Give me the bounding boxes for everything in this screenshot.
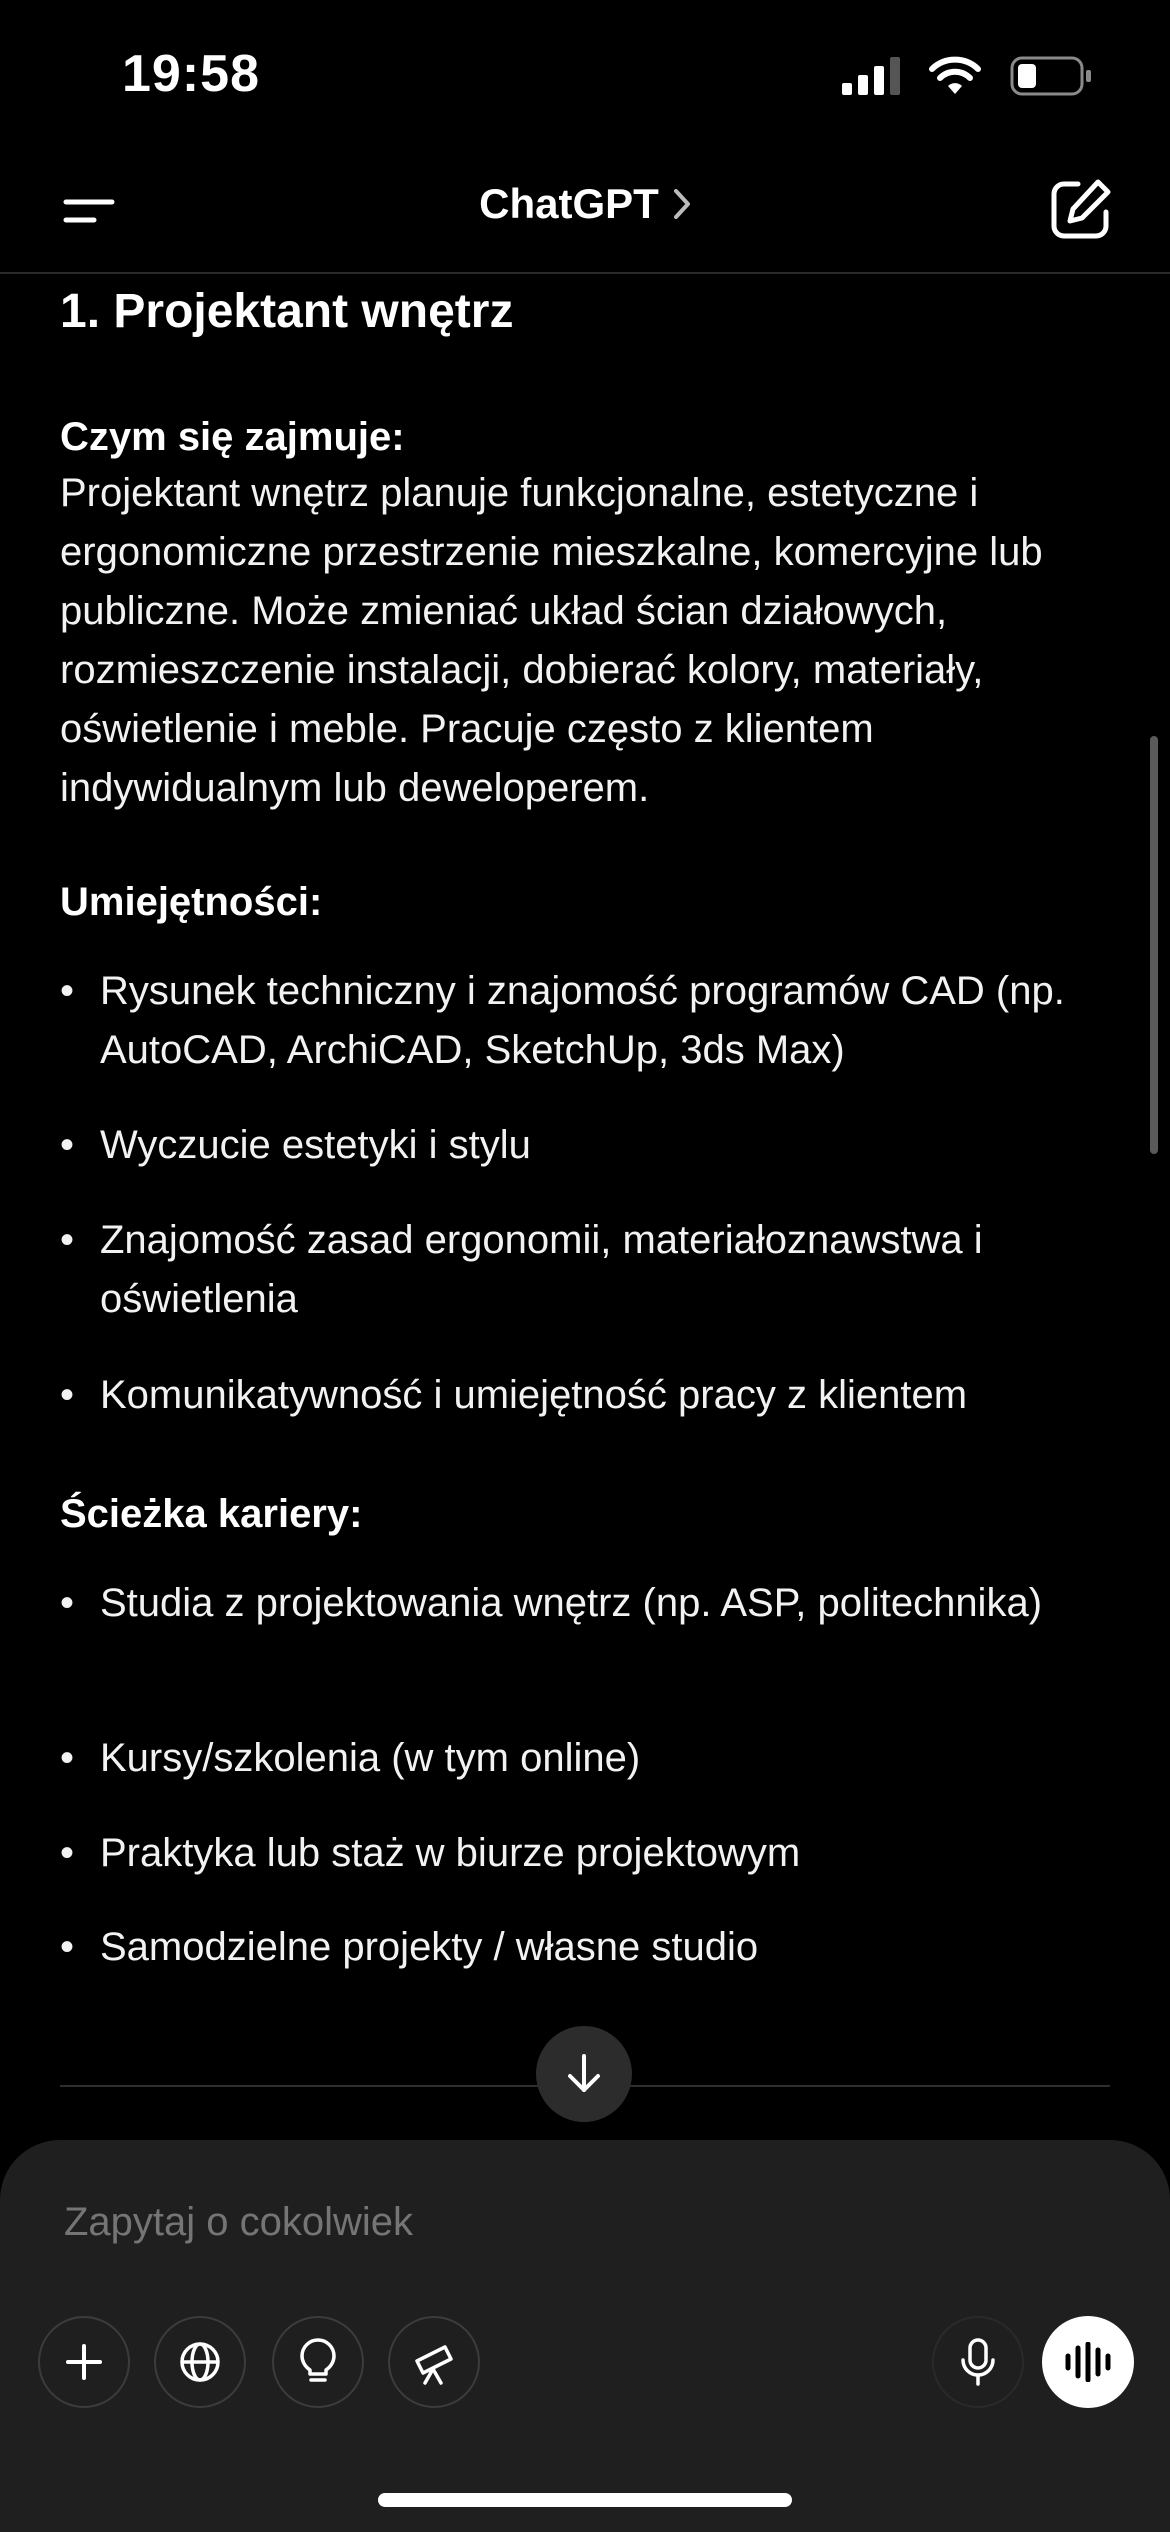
battery-icon (1010, 56, 1092, 96)
think-button[interactable] (272, 2316, 364, 2408)
cellular-signal-icon (842, 57, 900, 95)
scrollbar[interactable] (1150, 736, 1158, 1154)
home-indicator[interactable] (378, 2493, 792, 2507)
wifi-icon (928, 56, 982, 96)
globe-icon (178, 2340, 222, 2384)
new-chat-button[interactable] (1048, 176, 1114, 242)
telescope-icon (411, 2339, 457, 2385)
add-attachment-button[interactable] (38, 2316, 130, 2408)
dictate-button[interactable] (932, 2316, 1024, 2408)
web-search-button[interactable] (154, 2316, 246, 2408)
model-selector[interactable] (0, 180, 1170, 228)
voice-waveform-icon (1063, 2342, 1113, 2382)
skills-label: Umiejętności: (60, 880, 323, 924)
arrow-down-icon (564, 2052, 604, 2096)
plus-icon (64, 2342, 104, 2382)
microphone-icon (960, 2338, 996, 2386)
description-label: Czym się zajmuje: (60, 415, 405, 459)
status-time: 19:58 (122, 45, 260, 103)
description-text: Projektant wnętrz planuje funkcjonalne, estetyczne i ergonomiczne przestrzenie mieszkalne, komercyjne lub publiczne. Może zmieniać układ ścian działowych, rozmieszczenie instalacji, dobierać kolory, materiały, oświetlenie i meble. Pracuje często z klientem indywidualnym lub deweloperem. (60, 471, 1043, 810)
voice-mode-button[interactable] (1042, 2316, 1134, 2408)
nav-title: ChatGPT (479, 180, 659, 227)
status-bar (0, 0, 1170, 150)
chevron-right-icon (673, 188, 691, 220)
lightbulb-icon (298, 2338, 338, 2386)
composer (0, 2140, 1170, 2532)
message-input[interactable] (64, 2200, 884, 2245)
scroll-to-bottom-button[interactable] (536, 2026, 632, 2122)
nav-bar (0, 150, 1170, 274)
edit-icon (1048, 176, 1114, 242)
status-icons (842, 56, 1092, 96)
section-heading: 1. Projektant wnętrz (60, 285, 514, 338)
deep-research-button[interactable] (388, 2316, 480, 2408)
career-label: Ścieżka kariery: (60, 1492, 363, 1536)
